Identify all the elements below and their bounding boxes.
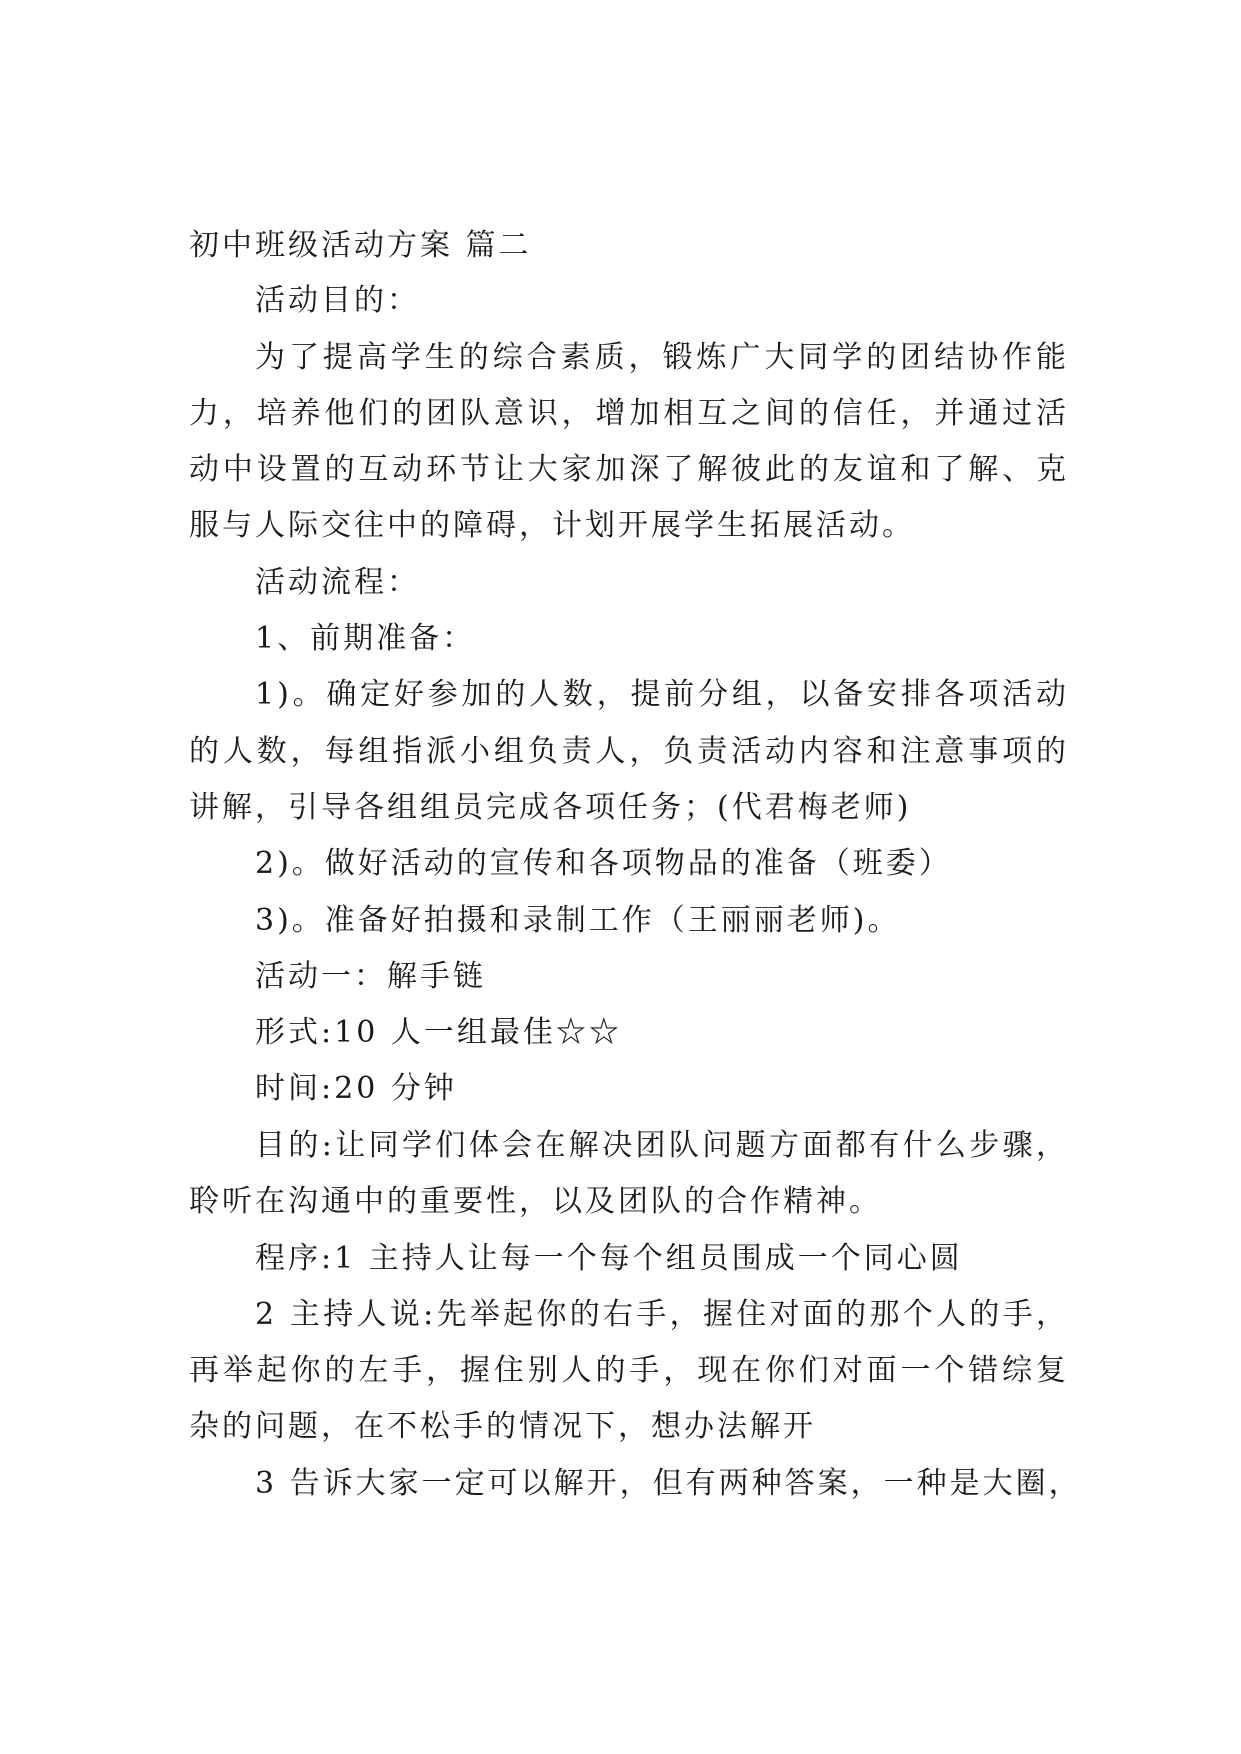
text-line: 服与人际交往中的障碍，计划开展学生拓展活动。 (189, 508, 915, 543)
text-line: 力，培养他们的团队意识，增加相互之间的信任，并通过活 (189, 396, 1069, 431)
text-line: 活动流程： (255, 565, 420, 600)
text-line: 1)。确定好参加的人数，提前分组，以备安排各项活动 (255, 677, 1069, 712)
text-line: 活动一：解手链 (255, 959, 486, 994)
text-line: 的人数，每组指派小组负责人，负责活动内容和注意事项的 (189, 734, 1069, 769)
text-line: 程序:1 主持人让每一个每个组员围成一个同心圆 (255, 1241, 963, 1276)
text-line: 杂的问题，在不松手的情况下，想办法解开 (189, 1409, 816, 1444)
text-line: 形式:10 人一组最佳☆☆ (255, 1015, 622, 1050)
text-line: 为了提高学生的综合素质，锻炼广大同学的团结协作能 (255, 340, 1069, 375)
text-line: 3)。准备好拍摄和录制工作（王丽丽老师)。 (255, 903, 901, 938)
text-line: 3 告诉大家一定可以解开，但有两种答案，一种是大圈， (255, 1466, 1082, 1501)
text-line: 再举起你的左手，握住别人的手，现在你们对面一个错综复 (189, 1353, 1069, 1388)
text-line: 目的:让同学们体会在解决团队问题方面都有什么步骤， (255, 1128, 1069, 1163)
text-line: 1、前期准备： (255, 621, 476, 656)
text-line: 聆听在沟通中的重要性，以及团队的合作精神。 (189, 1184, 882, 1219)
text-line: 2)。做好活动的宣传和各项物品的准备（班委） (255, 846, 952, 881)
document-title: 初中班级活动方案 篇二 (189, 228, 532, 263)
text-line: 活动目的： (255, 283, 420, 318)
text-line: 讲解，引导各组组员完成各项任务；(代君梅老师) (189, 790, 912, 825)
text-line: 动中设置的互动环节让大家加深了解彼此的友谊和了解、克 (189, 452, 1069, 487)
text-line: 2 主持人说:先举起你的右手，握住对面的那个人的手， (255, 1297, 1069, 1332)
text-line: 时间:20 分钟 (255, 1071, 457, 1106)
